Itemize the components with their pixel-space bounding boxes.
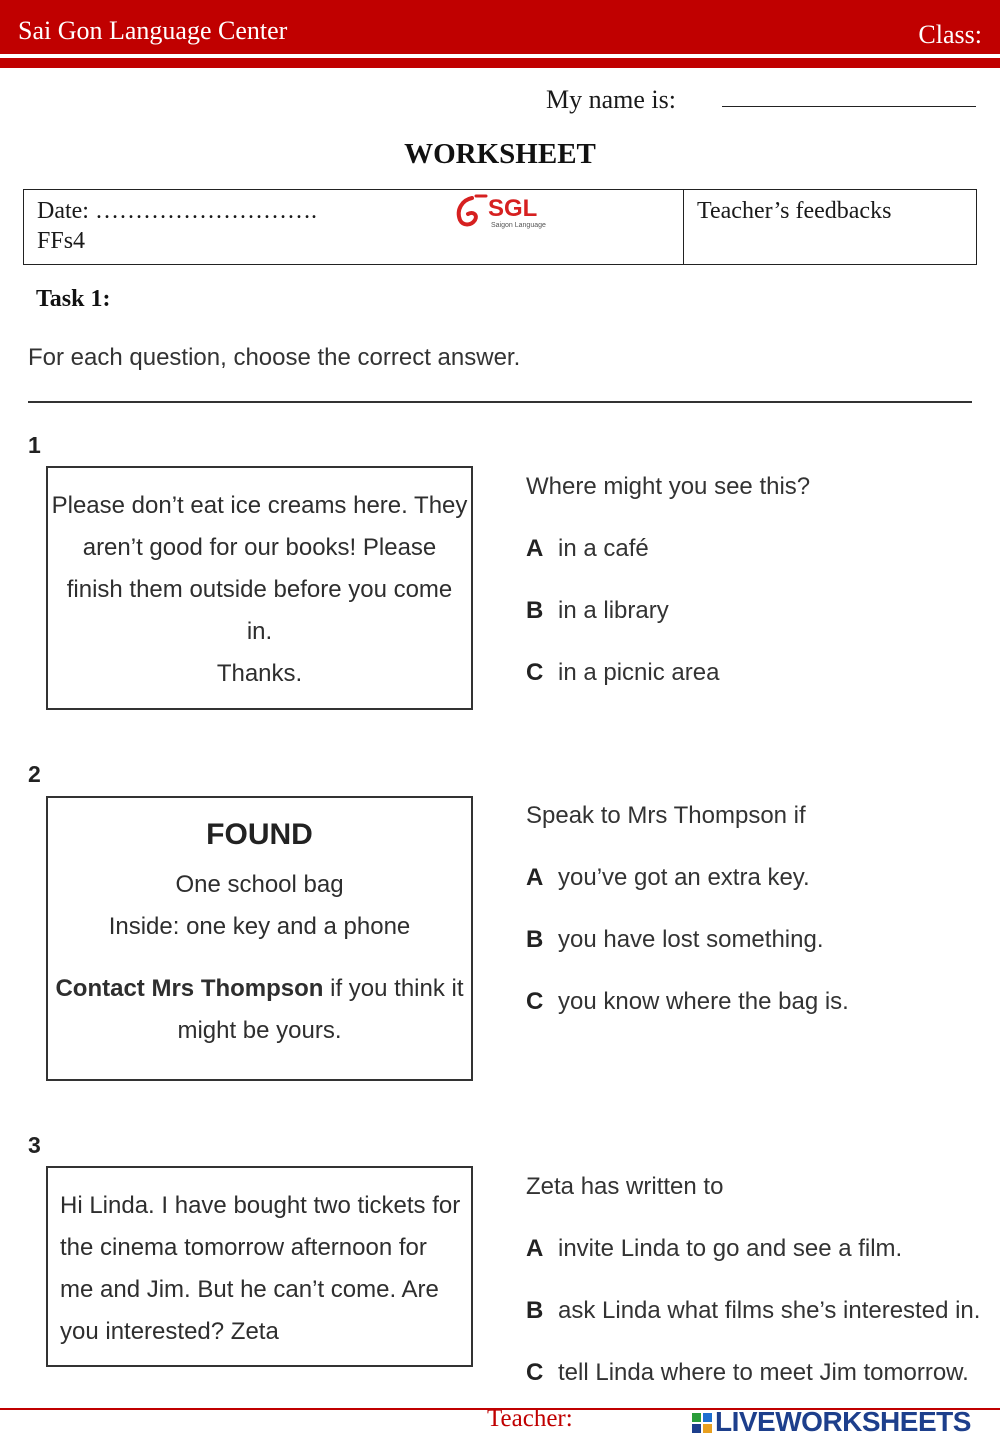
task-instruction: For each question, choose the correct answer. (28, 344, 521, 371)
option-letter: A (526, 1235, 544, 1262)
course-code: FFs4 (37, 228, 86, 254)
option-letter: A (526, 535, 544, 562)
liveworksheets-icon (692, 1413, 712, 1433)
option-c[interactable] (526, 1359, 969, 1387)
date-label: Date: ………………………. (37, 198, 317, 224)
option-b[interactable] (526, 597, 669, 625)
divider-rule (28, 401, 972, 403)
info-table (23, 189, 977, 265)
option-text: in a café (558, 535, 649, 562)
option-letter: A (526, 864, 544, 891)
option-text: tell Linda where to meet Jim tomorrow. (558, 1359, 969, 1386)
table-divider (683, 190, 684, 264)
logo-text: SGL (488, 195, 538, 222)
option-text: in a picnic area (558, 659, 720, 686)
question-number: 2 (28, 761, 41, 787)
question-number: 1 (28, 432, 41, 458)
notice-line: Hi Linda. I have bought two tickets for (60, 1192, 461, 1219)
class-label: Class: (918, 20, 982, 49)
option-text: you know where the bag is. (558, 988, 849, 1015)
teacher-label: Teacher: (487, 1405, 573, 1432)
option-b[interactable] (526, 1297, 980, 1325)
option-letter: C (526, 988, 544, 1015)
option-text: ask Linda what films she’s interested in. (558, 1297, 981, 1324)
notice-box (46, 796, 473, 1081)
notice-line: you interested? Zeta (60, 1318, 279, 1345)
option-c[interactable] (526, 988, 849, 1016)
option-letter: B (526, 1297, 544, 1324)
option-a[interactable] (526, 535, 649, 563)
notice-line: Please don’t eat ice creams here. They (51, 492, 468, 519)
name-input-line[interactable] (722, 106, 976, 107)
notice-line: might be yours. (177, 1017, 342, 1044)
option-b[interactable] (526, 926, 824, 954)
option-a[interactable] (526, 1235, 902, 1263)
question-prompt: Zeta has written to (526, 1173, 724, 1200)
notice-rest: if you think it (323, 975, 464, 1002)
notice-line: aren’t good for our books! Please (82, 534, 437, 561)
option-c[interactable] (526, 659, 719, 687)
header-underline (0, 58, 1000, 68)
option-a[interactable] (526, 864, 810, 892)
option-letter: C (526, 659, 544, 686)
center-name: Sai Gon Language Center (18, 16, 288, 45)
liveworksheets-brand (692, 1406, 971, 1438)
task-title: Task 1: (36, 286, 111, 312)
question-prompt: Where might you see this? (526, 473, 811, 500)
notice-box (46, 466, 473, 710)
notice-line: finish them outside before you come (66, 576, 453, 603)
option-text: you’ve got an extra key. (558, 864, 810, 891)
notice-line: One school bag (175, 871, 344, 898)
feedback-label: Teacher’s feedbacks (697, 198, 892, 224)
brand-text: LIVEWORKSHEETS (715, 1406, 971, 1437)
notice-line: Thanks. (216, 660, 303, 687)
notice-heading: FOUND (206, 818, 313, 851)
option-text: invite Linda to go and see a film. (558, 1235, 903, 1262)
option-letter: C (526, 1359, 544, 1386)
option-text: you have lost something. (558, 926, 824, 953)
logo-subtext: Saigon Language (491, 222, 546, 229)
option-letter: B (526, 926, 544, 953)
notice-line: Inside: one key and a phone (108, 913, 411, 940)
sgl-logo (454, 192, 564, 234)
option-letter: B (526, 597, 544, 624)
notice-bold: Contact Mrs Thompson (55, 975, 324, 1002)
option-text: in a library (558, 597, 669, 624)
notice-box (46, 1166, 473, 1367)
question-number: 3 (28, 1132, 41, 1158)
notice-line (48, 968, 471, 1010)
worksheet-title: WORKSHEET (404, 138, 596, 170)
question-prompt: Speak to Mrs Thompson if (526, 802, 806, 829)
notice-line: me and Jim. But he can’t come. Are (60, 1276, 439, 1303)
notice-line: in. (246, 618, 273, 645)
name-label: My name is: (546, 85, 676, 114)
notice-line: the cinema tomorrow afternoon for (60, 1234, 427, 1261)
